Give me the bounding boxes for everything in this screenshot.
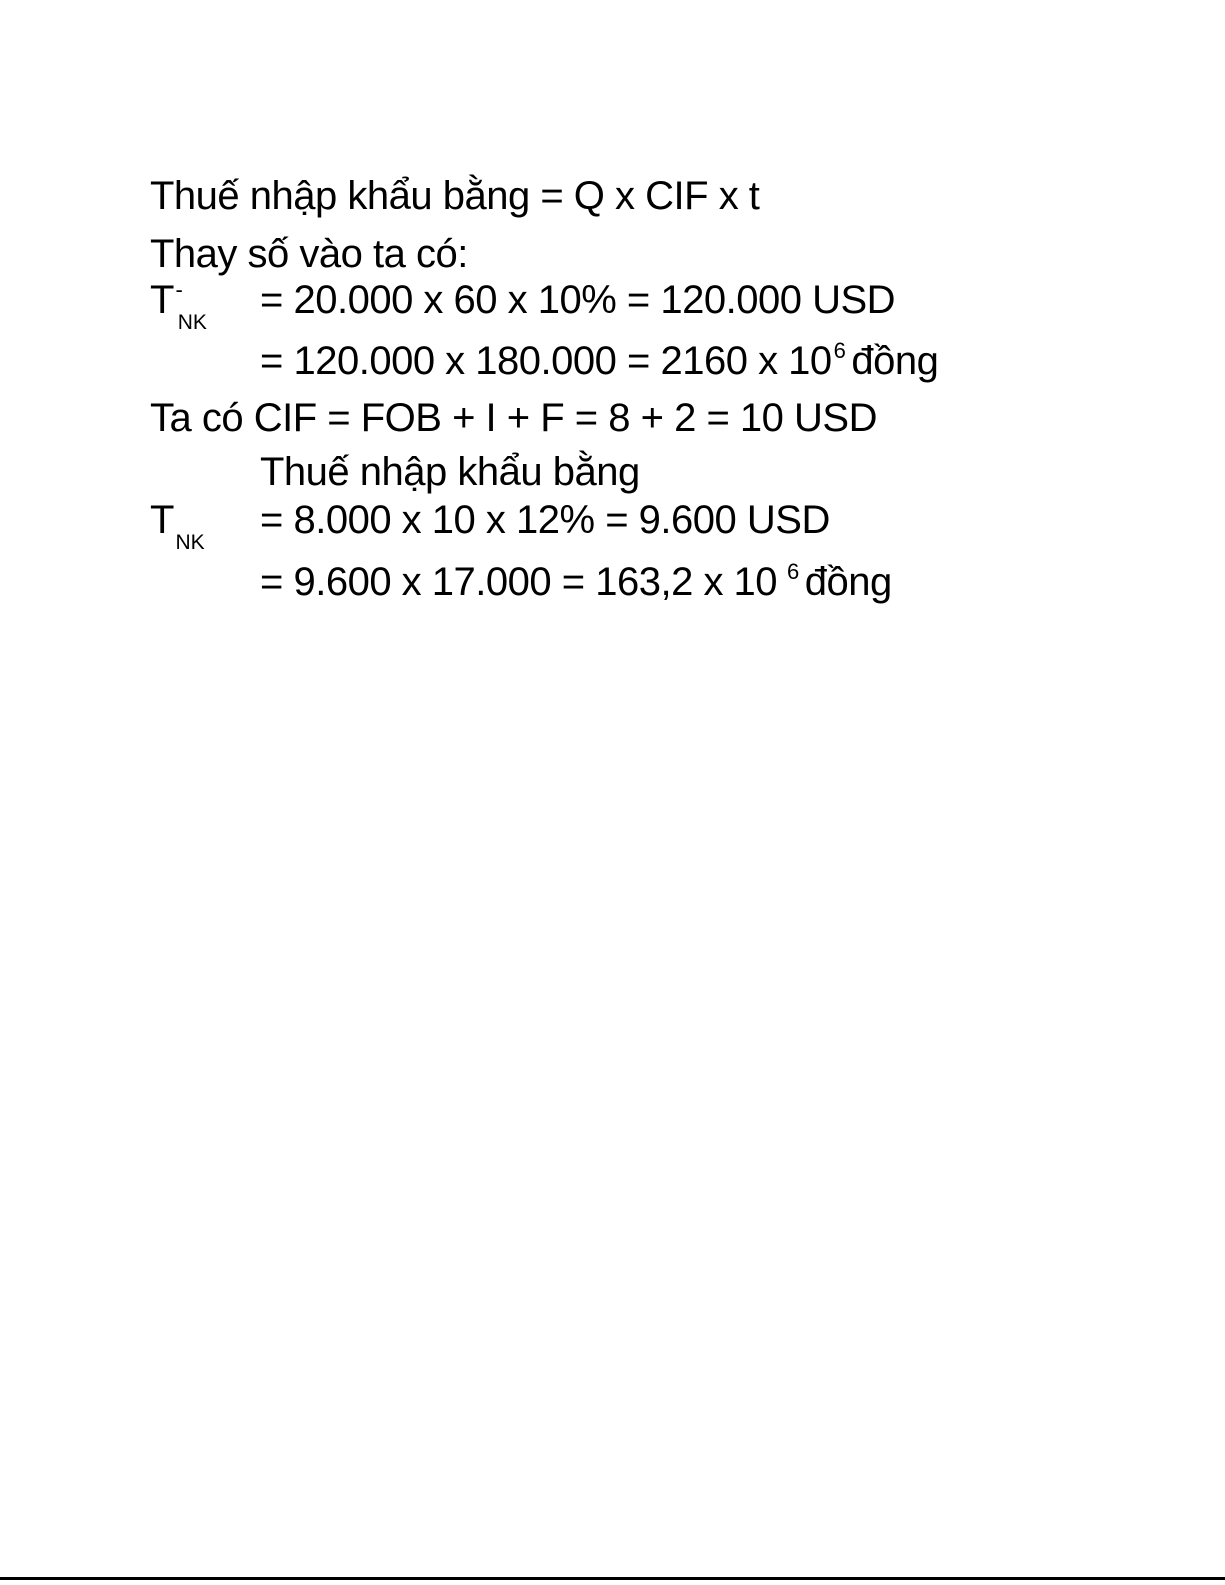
substitution-intro [150,234,468,274]
formula-heading-2 [260,452,640,492]
tax-symbol-1-subscript: NK [177,311,207,334]
tax-symbol-2-letter: T [150,498,175,542]
calc-line-vnd-1-text: = 120.000 x 180.000 = 2160 x 10 [260,339,832,383]
tax-symbol-1-letter: T [150,278,175,322]
calc-line-usd-2 [260,500,830,540]
calc-line-usd-2-text: = 8.000 x 10 x 12% = 9.600 USD [260,498,830,542]
calc-line-usd-1-text: = 20.000 x 60 x 10% = 120.000 USD [260,278,896,322]
calc-line-vnd-2 [260,559,892,604]
calc-line-vnd-2-unit: đồng [804,560,892,604]
tax-symbol-2-subscript: NK [175,531,205,554]
calc-line-usd-1 [260,280,895,320]
calc-line-vnd-1 [260,338,939,383]
formula-heading [150,176,759,216]
calc-line-vnd-1-unit: đồng [851,339,939,383]
formula-heading-2-text: Thuế nhập khẩu bằng [260,450,640,494]
tax-symbol-1-superscript: - [175,277,183,302]
substitution-intro-text: Thay số vào ta có: [150,232,468,276]
cif-line-text: Ta có CIF = FOB + I + F = 8 + 2 = 10 USD [150,396,877,440]
tax-symbol-2 [150,498,205,554]
calc-line-vnd-2-exponent: 6 [787,559,799,584]
page-bottom-rule [0,1577,1225,1580]
cif-line [150,398,877,438]
calc-line-vnd-2-text: = 9.600 x 17.000 = 163,2 x 10 [260,560,778,604]
calc-line-vnd-1-exponent: 6 [833,338,846,363]
tax-symbol-1 [150,277,207,334]
formula-heading-text: Thuế nhập khẩu bằng = Q x CIF x t [150,174,760,218]
